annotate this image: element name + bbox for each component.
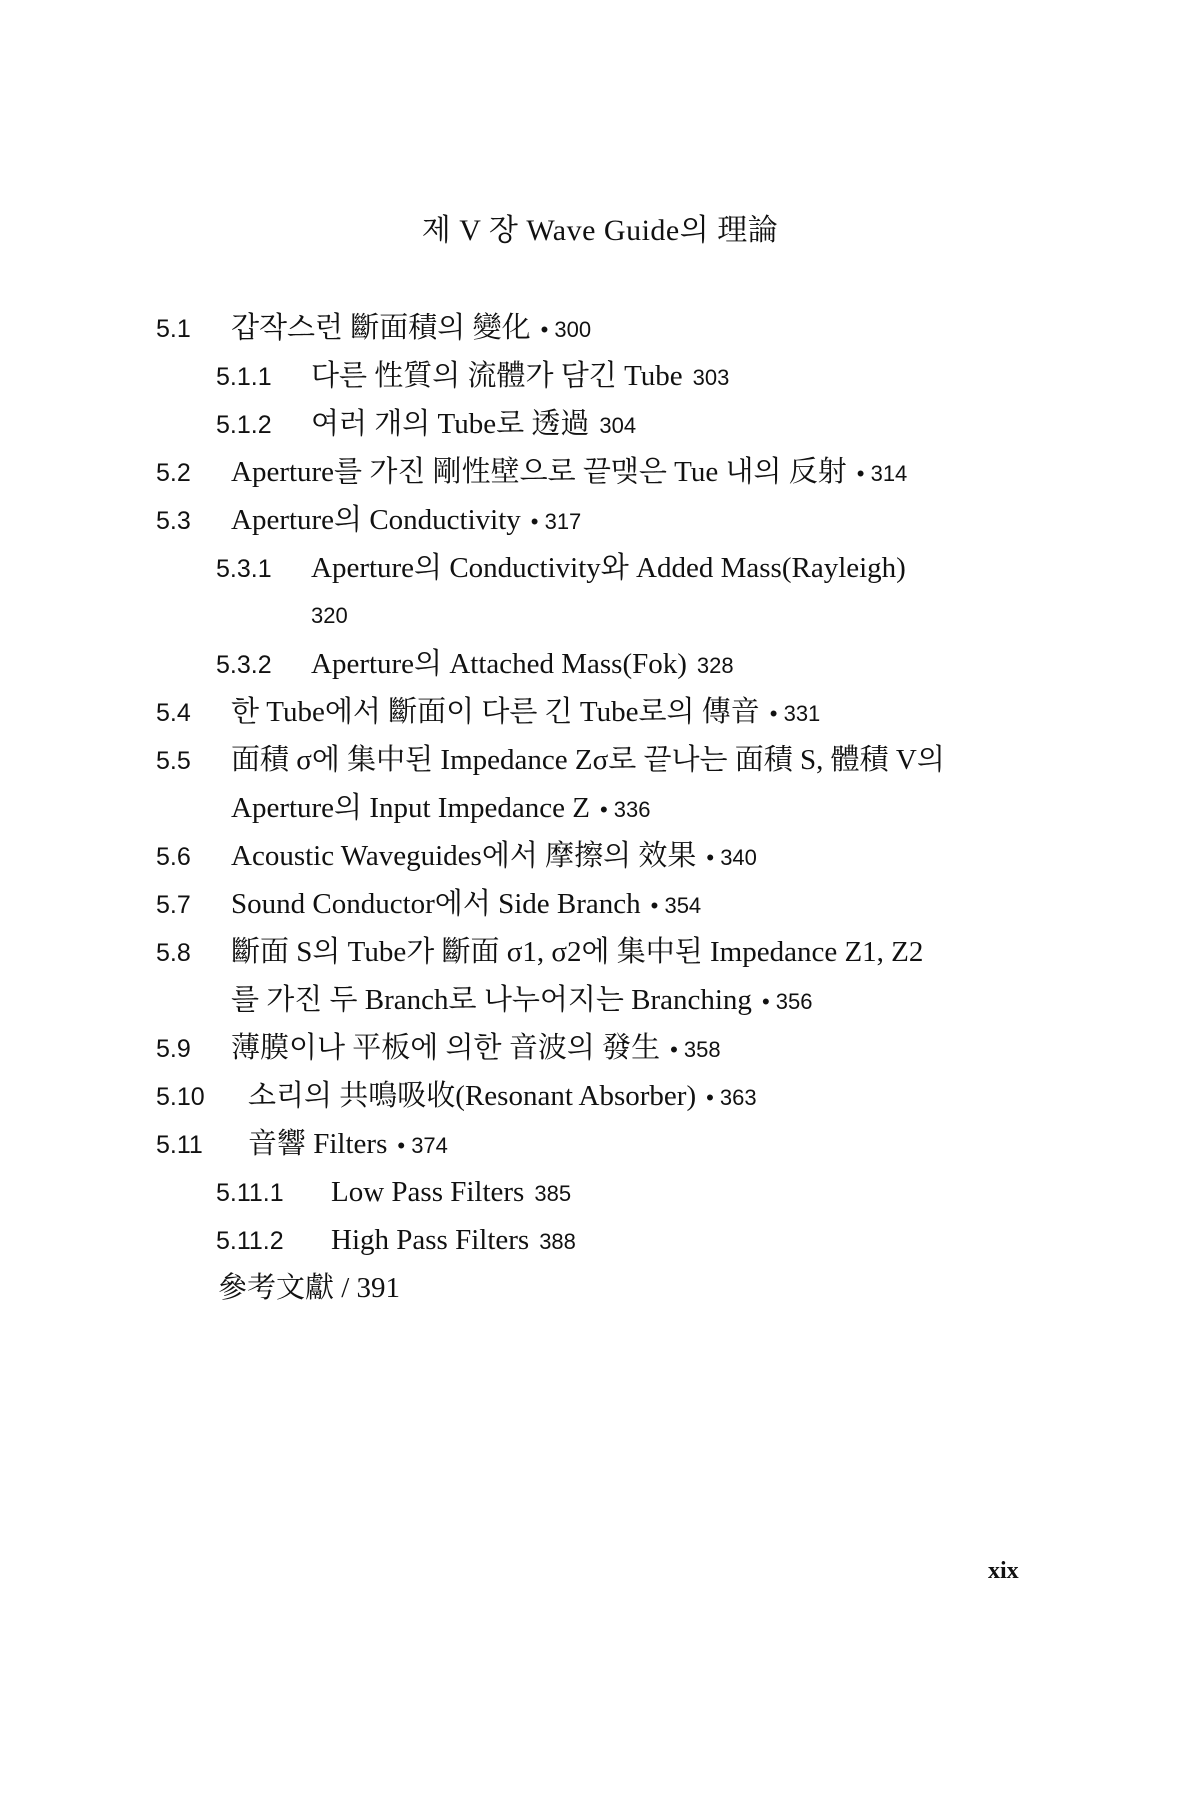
toc-title: Acoustic Waveguides에서 摩擦의 效果 xyxy=(231,840,697,872)
toc-title: Aperture의 Conductivity와 Added Mass(Rayleigh) xyxy=(311,552,906,584)
toc-page: • 374 xyxy=(397,1133,448,1158)
toc-title: 여러 개의 Tube로 透過 xyxy=(311,408,590,440)
toc-number: 5.10 xyxy=(156,1083,205,1111)
toc-title: Aperture의 Attached Mass(Fok) xyxy=(311,648,687,680)
toc-title: Aperture를 가진 剛性壁으로 끝맺은 Tue 내의 反射 xyxy=(231,456,847,488)
toc-entry-continuation xyxy=(156,784,1056,832)
toc-page: • 331 xyxy=(769,701,821,726)
page-number: xix xyxy=(988,1558,1019,1584)
toc-title: Low Pass Filters xyxy=(331,1176,525,1208)
toc-entry-continuation xyxy=(156,592,1056,640)
toc-number: 5.4 xyxy=(156,699,191,727)
toc-title: 소리의 共鳴吸收(Resonant Absorber) xyxy=(248,1080,697,1112)
references-title: 參考文獻 / 391 xyxy=(218,1272,401,1304)
toc-entry xyxy=(156,544,1056,592)
toc-number: 5.3 xyxy=(156,507,191,535)
toc-number: 5.1.1 xyxy=(216,363,272,391)
toc-entry xyxy=(156,1072,1056,1120)
toc-number: 5.11 xyxy=(156,1131,203,1159)
toc-number: 5.7 xyxy=(156,891,191,919)
toc-entry xyxy=(156,1168,1056,1216)
toc-entry xyxy=(156,1216,1056,1264)
toc-entry xyxy=(156,496,1056,544)
toc-title: High Pass Filters xyxy=(331,1224,530,1256)
toc-number: 5.2 xyxy=(156,459,191,487)
toc-page: • 317 xyxy=(530,509,582,534)
toc-number: 5.1 xyxy=(156,315,191,343)
toc-page: 304 xyxy=(599,413,637,438)
toc-page: • 363 xyxy=(706,1085,757,1110)
toc-entry xyxy=(156,1120,1056,1168)
toc-entry xyxy=(156,688,1056,736)
toc-page: 328 xyxy=(696,653,734,678)
toc-title: Aperture의 Conductivity xyxy=(231,504,521,536)
toc-number: 5.11.2 xyxy=(216,1227,284,1255)
toc-number: 5.6 xyxy=(156,843,191,871)
table-of-contents xyxy=(156,304,1056,1312)
toc-entry xyxy=(156,400,1056,448)
toc-entry xyxy=(156,352,1056,400)
toc-entry xyxy=(156,736,1056,784)
toc-page: • 358 xyxy=(670,1037,721,1062)
toc-entry xyxy=(156,304,1056,352)
toc-title: 한 Tube에서 斷面이 다른 긴 Tube로의 傳音 xyxy=(231,696,760,728)
toc-title: 面積 σ에 集中된 Impedance Zσ로 끝나는 面積 S, 體積 V의 xyxy=(231,744,945,776)
toc-page: • 354 xyxy=(650,893,702,918)
toc-page: 385 xyxy=(534,1181,572,1206)
toc-title: Aperture의 Input Impedance Z xyxy=(231,792,590,824)
chapter-title: 제 V 장 Wave Guide의 理論 xyxy=(421,214,779,247)
toc-entry-continuation xyxy=(156,976,1056,1024)
toc-number: 5.3.1 xyxy=(216,555,272,583)
toc-number: 5.8 xyxy=(156,939,191,967)
toc-title: 音響 Filters xyxy=(248,1128,388,1160)
toc-page: • 356 xyxy=(761,989,813,1014)
toc-page: • 336 xyxy=(599,797,651,822)
toc-page: 303 xyxy=(692,365,730,390)
toc-entry xyxy=(156,640,1056,688)
toc-number: 5.1.2 xyxy=(216,411,272,439)
toc-number: 5.11.1 xyxy=(216,1179,284,1207)
toc-number: 5.3.2 xyxy=(216,651,272,679)
toc-entry xyxy=(156,880,1056,928)
toc-title: 갑작스런 斷面積의 變化 xyxy=(231,312,531,344)
toc-page: • 300 xyxy=(540,317,592,342)
references-entry xyxy=(156,1264,1056,1312)
toc-page: 388 xyxy=(539,1229,576,1254)
toc-entry xyxy=(156,448,1056,496)
toc-number: 5.9 xyxy=(156,1035,191,1063)
toc-entry xyxy=(156,832,1056,880)
toc-entry xyxy=(156,928,1056,976)
toc-page: 320 xyxy=(311,603,348,628)
toc-page: • 340 xyxy=(706,845,757,870)
toc-page: • 314 xyxy=(856,461,908,486)
toc-number: 5.5 xyxy=(156,747,191,775)
toc-title: 를 가진 두 Branch로 나누어지는 Branching xyxy=(231,984,752,1016)
toc-title: 다른 性質의 流體가 담긴 Tube xyxy=(311,360,683,392)
toc-entry xyxy=(156,1024,1056,1072)
toc-title: Sound Conductor에서 Side Branch xyxy=(231,888,641,920)
toc-title: 薄膜이나 平板에 의한 音波의 發生 xyxy=(231,1032,661,1064)
toc-title: 斷面 S의 Tube가 斷面 σ1, σ2에 集中된 Impedance Z1, Z2 xyxy=(231,936,924,968)
